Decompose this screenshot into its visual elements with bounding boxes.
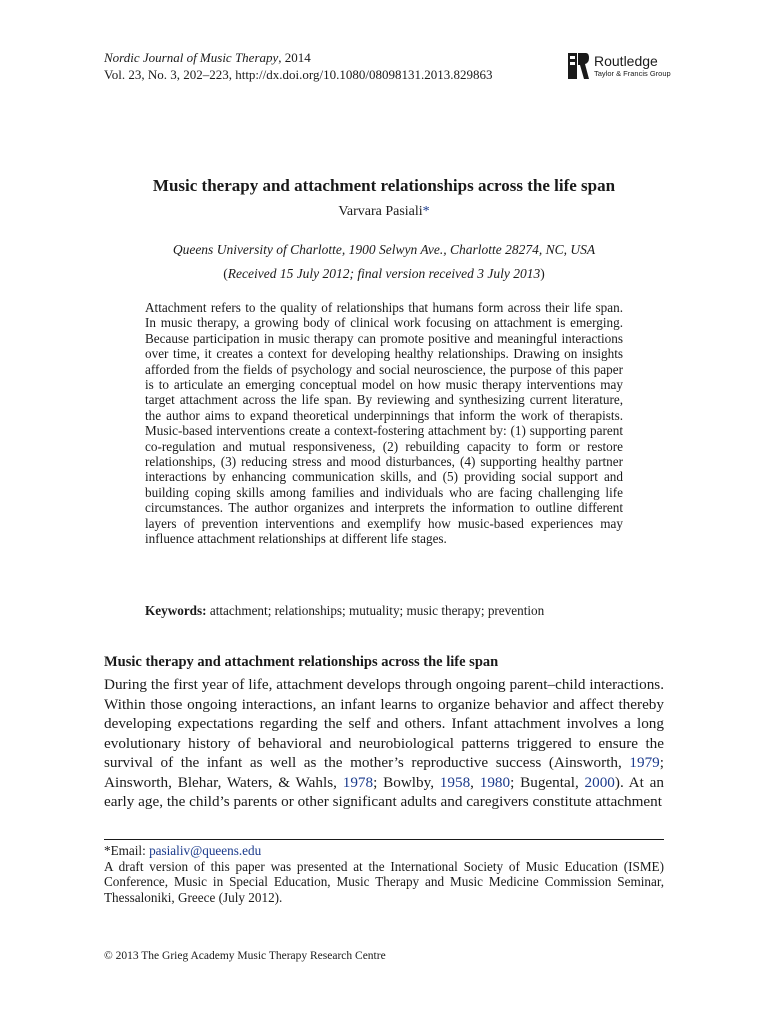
journal-name: Nordic Journal of Music Therapy — [104, 50, 279, 65]
body-text-part: , — [470, 773, 480, 791]
footnote — [104, 843, 664, 905]
author-email-link[interactable]: pasialiv@queens.edu — [149, 843, 262, 858]
journal-year: , 2014 — [278, 50, 311, 65]
affiliation: Queens University of Charlotte, 1900 Selwyn Ave., Charlotte 28274, NC, USA — [172, 242, 596, 257]
publisher-text — [594, 54, 671, 78]
received-open-paren: ( — [223, 266, 228, 281]
keywords — [145, 603, 635, 619]
publisher-group: Taylor & Francis Group — [594, 69, 671, 78]
keywords-text: attachment; relationships; mutuality; music therapy; prevention — [206, 603, 545, 618]
body-paragraph — [104, 675, 664, 812]
body-text-part: ; Bugental, — [510, 773, 585, 791]
routledge-logo-icon — [566, 51, 590, 81]
citation-link-1980[interactable]: 1980 — [479, 773, 511, 791]
copyright: © 2013 The Grieg Academy Music Therapy Research Centre — [104, 950, 386, 962]
footnote-note: A draft version of this paper was presented at the International Society of Music Education (ISME) Conference, Music in Special Education, Music Therapy and Music Medicine Commission Seminar, Thessaloniki, Greece (July 2012). — [104, 858, 664, 905]
author-name: Varvara Pasiali — [338, 204, 423, 219]
section-heading: Music therapy and attachment relationships across the life span — [104, 654, 499, 670]
body-text-part: ). At an early age, the child’s parents or other significant adults and caregivers constitute attachment — [104, 773, 664, 810]
abstract: Attachment refers to the quality of relationships that humans form across their life span. In music therapy, a growing body of clinical work focusing on attachment is emerging. Because participation in music therapy can promote positive and meaningful interactions over time, it creates a context for developing healthy relationships. Drawing on insights afforded from the fields of psychology and social neuroscience, the purpose of this paper is to articulate an emerging conceptual model on how music therapy interventions may target attachment across the life span. By reviewing and synthesizing current literature, the author aims to expand theoretical underpinnings that inform the work of therapists. Music-based interventions create a context-fostering attachment by: (1) supporting parent co-regulation and mutual responsiveness, (2) rebuilding capacity to form or restore relationships, (3) reducing stress and mood disturbances, (4) supporting healthy partner interactions by enhancing communication skills, and (5) providing social support and building coping skills among families and individuals who are facing challenging life circumstances. The author organizes and interprets the information to outline different layers of prevention interventions and exemplify how music-based experiences may influence attachment relationships at different life stages. — [145, 300, 623, 547]
keywords-label: Keywords: — [145, 603, 207, 618]
received-text: Received 15 July 2012; final version received 3 July 2013 — [227, 266, 541, 281]
citation-link-1958[interactable]: 1958 — [439, 773, 471, 791]
body-text-part: During the first year of life, attachment develops through ongoing parent–child interactions. Within those ongoing interactions, an infant learns to organize behavior and affect thereby developing expectations regarding the self and others. Infant attachment involves a long evolutionary history of behavioral and neurobiological patterns triggered to ensure the survival of the infant as well as the mother’s reproductive success (Ainsworth, — [104, 676, 664, 771]
body-text-part: ; Bowlby, — [373, 773, 440, 791]
footnote-divider — [104, 839, 664, 840]
footnote-email-line — [104, 843, 664, 859]
citation-link-1978[interactable]: 1978 — [342, 773, 374, 791]
body-text-part: ; Ainsworth, Blehar, Waters, & Wahls, — [104, 754, 664, 791]
citation-link-2000[interactable]: 2000 — [584, 773, 615, 791]
publisher-name: Routledge — [594, 53, 658, 69]
author-line — [0, 204, 768, 220]
citation-link-1979[interactable]: 1979 — [629, 754, 660, 771]
publisher-logo — [566, 49, 676, 83]
article-title: Music therapy and attachment relationships across the life span — [152, 176, 616, 195]
citation-line: Vol. 23, No. 3, 202–223, http://dx.doi.org/10.1080/08098131.2013.829863 — [104, 67, 493, 82]
received-dates — [0, 266, 768, 282]
journal-line — [104, 49, 492, 66]
received-close-paren: ) — [540, 266, 545, 281]
author-footnote-marker[interactable]: * — [422, 204, 430, 219]
footnote-email-label: *Email: — [104, 843, 150, 858]
journal-header — [104, 49, 492, 83]
